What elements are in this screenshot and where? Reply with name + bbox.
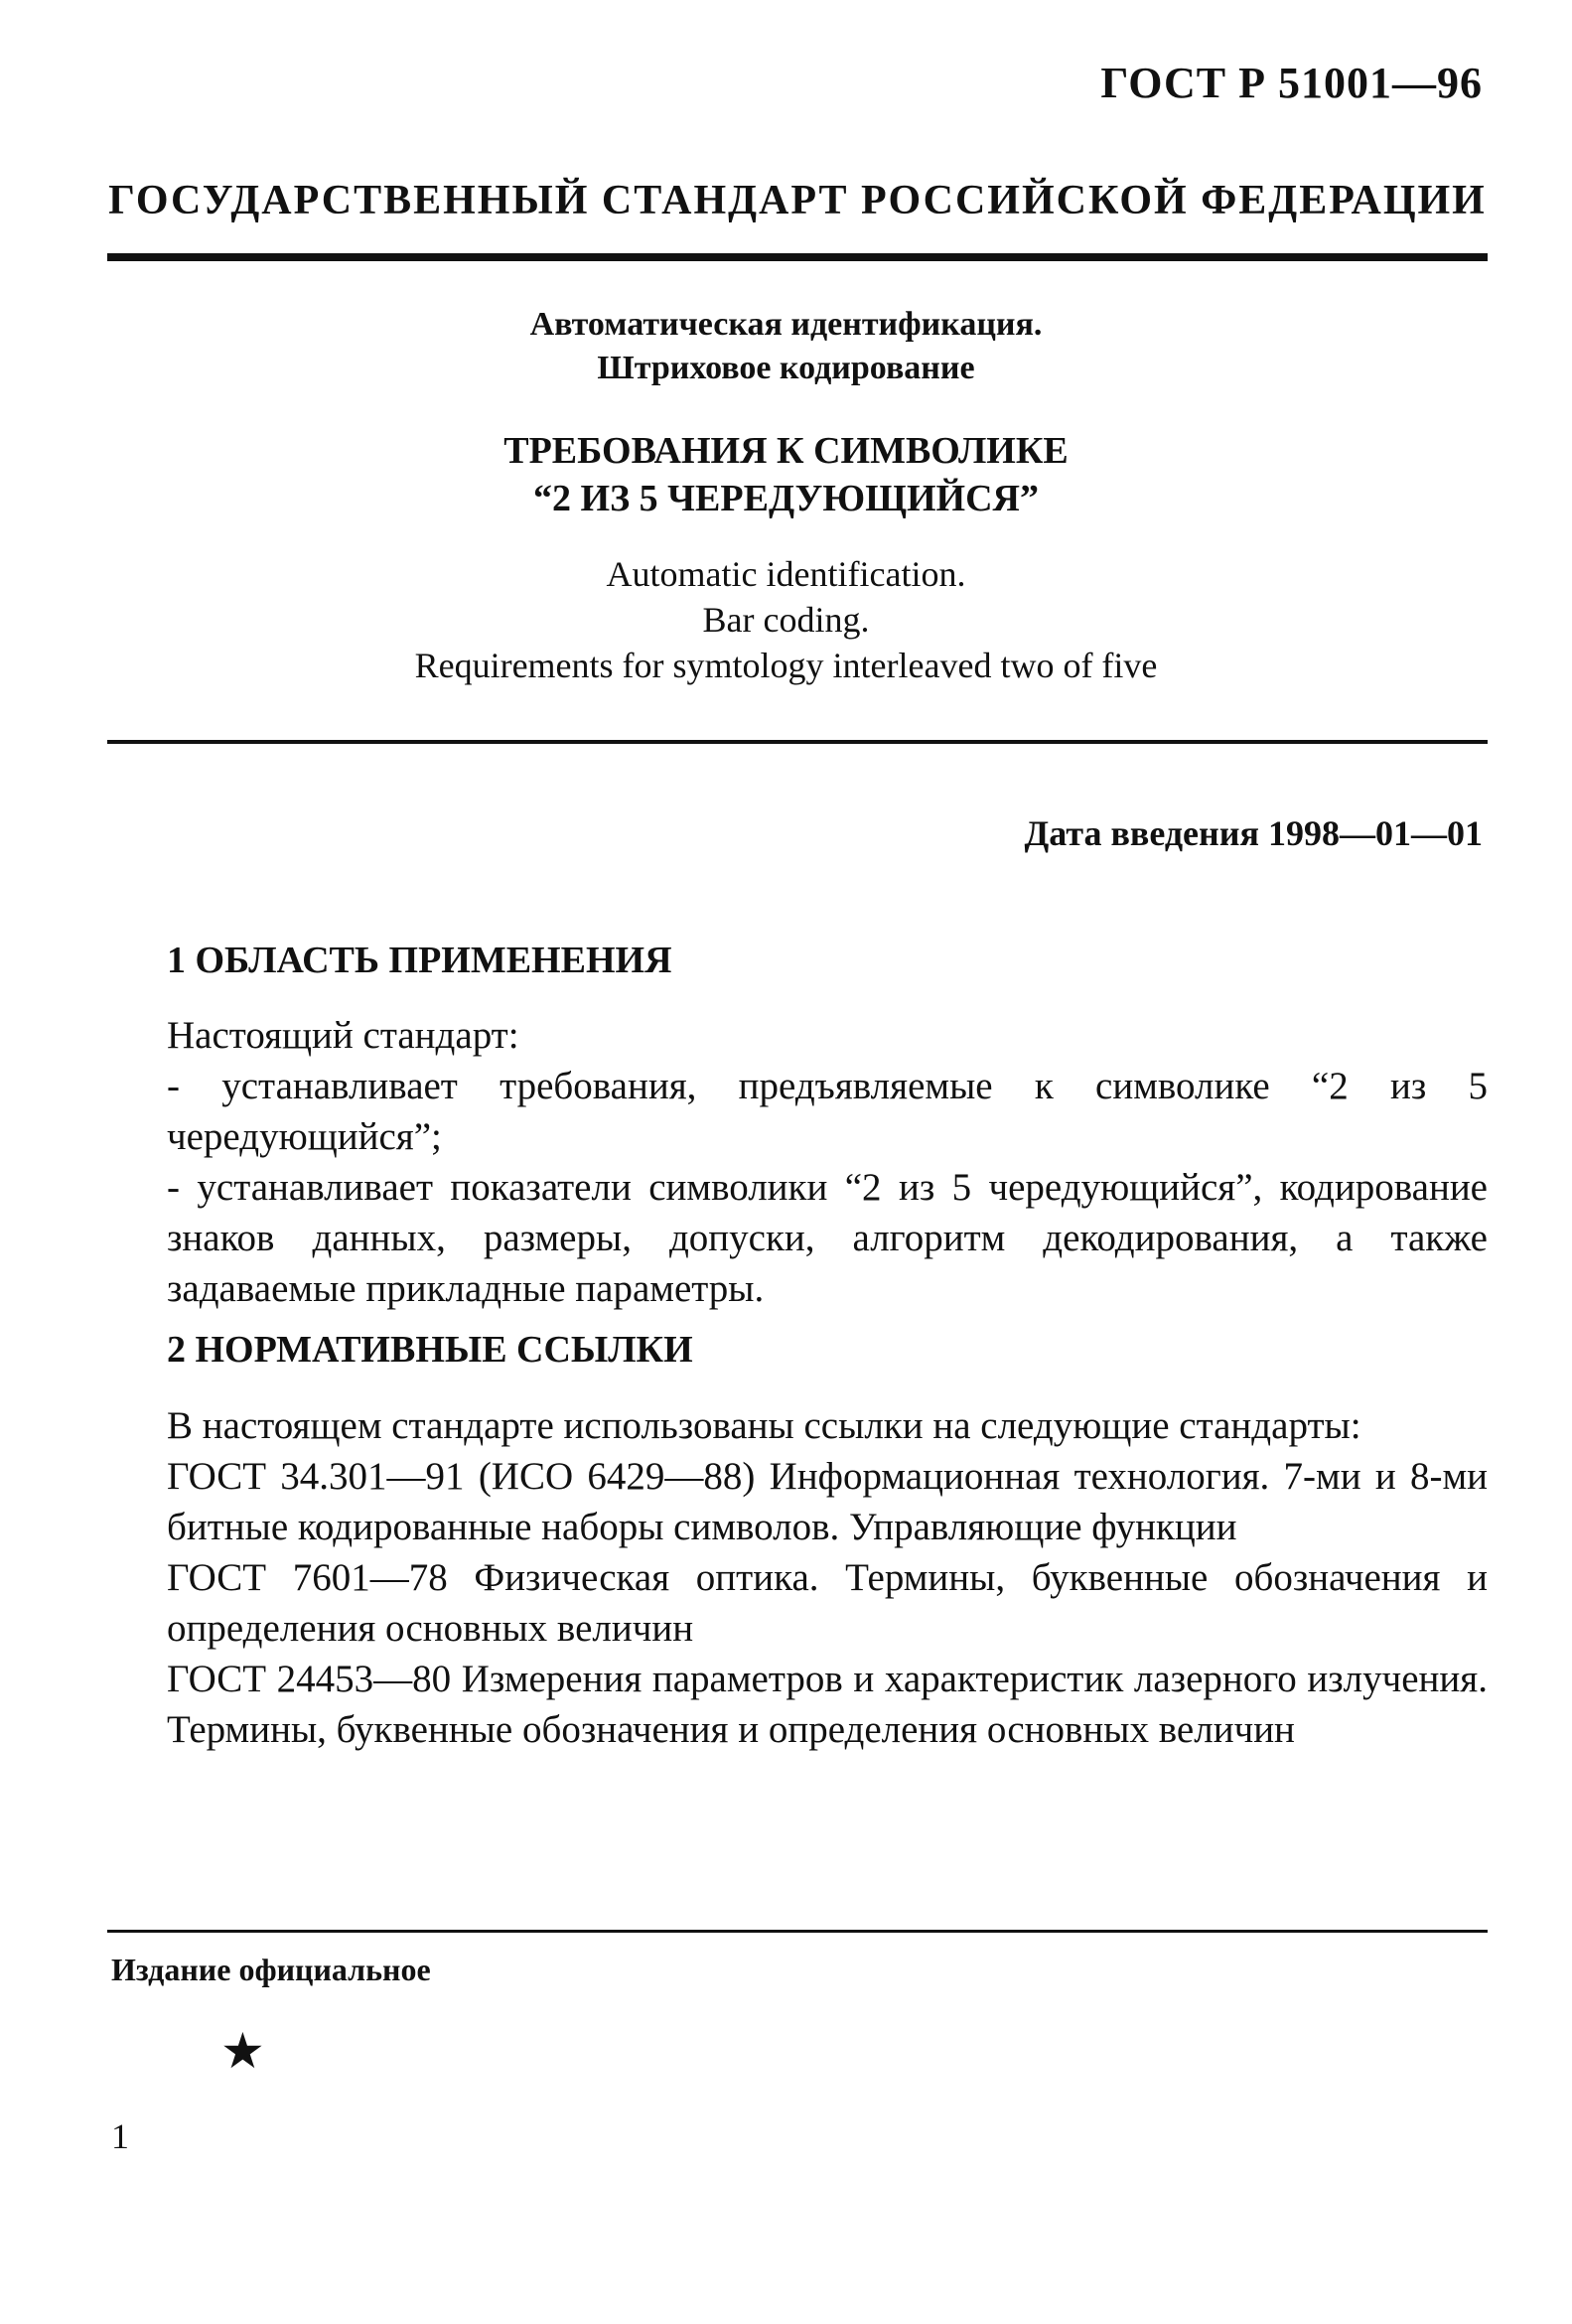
document-code: ГОСТ Р 51001—96 [1100,59,1483,107]
star-icon: ★ [220,2023,265,2079]
page-number: 1 [111,2116,129,2156]
reference-item: ГОСТ 24453—80 Измерения параметров и характеристик лазерного излучения. Термины, буквенные обозначения и определения основных величин [167,1658,1488,1751]
top-divider [107,253,1488,261]
introduction-date: Дата введения 1998—01—01 [1024,813,1483,853]
title-divider [107,740,1488,744]
title-en-line: Requirements for symtology interleaved two of five [414,646,1158,685]
section-body-scope [109,1010,1488,1314]
title-ru-line: Автоматическая идентификация. [529,306,1043,343]
state-standard-heading: ГОСУДАРСТВЕННЫЙ СТАНДАРТ РОССИЙСКОЙ ФЕДЕРАЦИИ [108,178,1487,223]
section-heading-references: 2 НОРМАТИВНЫЕ ССЫЛКИ [167,1329,693,1371]
title-en-line: Automatic identification. [606,554,966,594]
section-heading-scope: 1 ОБЛАСТЬ ПРИМЕНЕНИЯ [167,940,672,981]
title-en [0,551,1572,688]
reference-item: ГОСТ 34.301—91 (ИСО 6429—88) Информационная технология. 7-ми и 8-ми битные кодированные наборы символов. Управляющие функции [167,1455,1488,1548]
section-body-references [109,1400,1488,1755]
title-ru-main-line: ТРЕБОВАНИЯ К СИМВОЛИКЕ [503,430,1069,472]
paragraph: В настоящем стандарте использованы ссылки на следующие стандарты: [167,1404,1361,1447]
official-edition-label: Издание официальное [111,1952,431,1987]
paragraph: - устанавливает показатели символики “2 из 5 чередующийся”, кодирование знаков данных, размеры, допуски, алгоритм декодирования, а также задаваемые прикладные параметры. [167,1166,1488,1310]
title-ru-main [0,427,1572,522]
title-ru-main-line: “2 ИЗ 5 ЧЕРЕДУЮЩИЙСЯ” [533,478,1039,519]
footer-divider [107,1930,1488,1933]
title-ru-line: Штриховое кодирование [597,350,975,386]
paragraph: Настоящий стандарт: [167,1014,519,1057]
title-ru-subject [0,303,1572,390]
title-en-line: Bar coding. [702,600,870,640]
reference-item: ГОСТ 7601—78 Физическая оптика. Термины, буквенные обозначения и определения основных величин [167,1556,1488,1650]
paragraph: - устанавливает требования, предъявляемые к символике “2 из 5 чередующийся”; [167,1065,1488,1158]
